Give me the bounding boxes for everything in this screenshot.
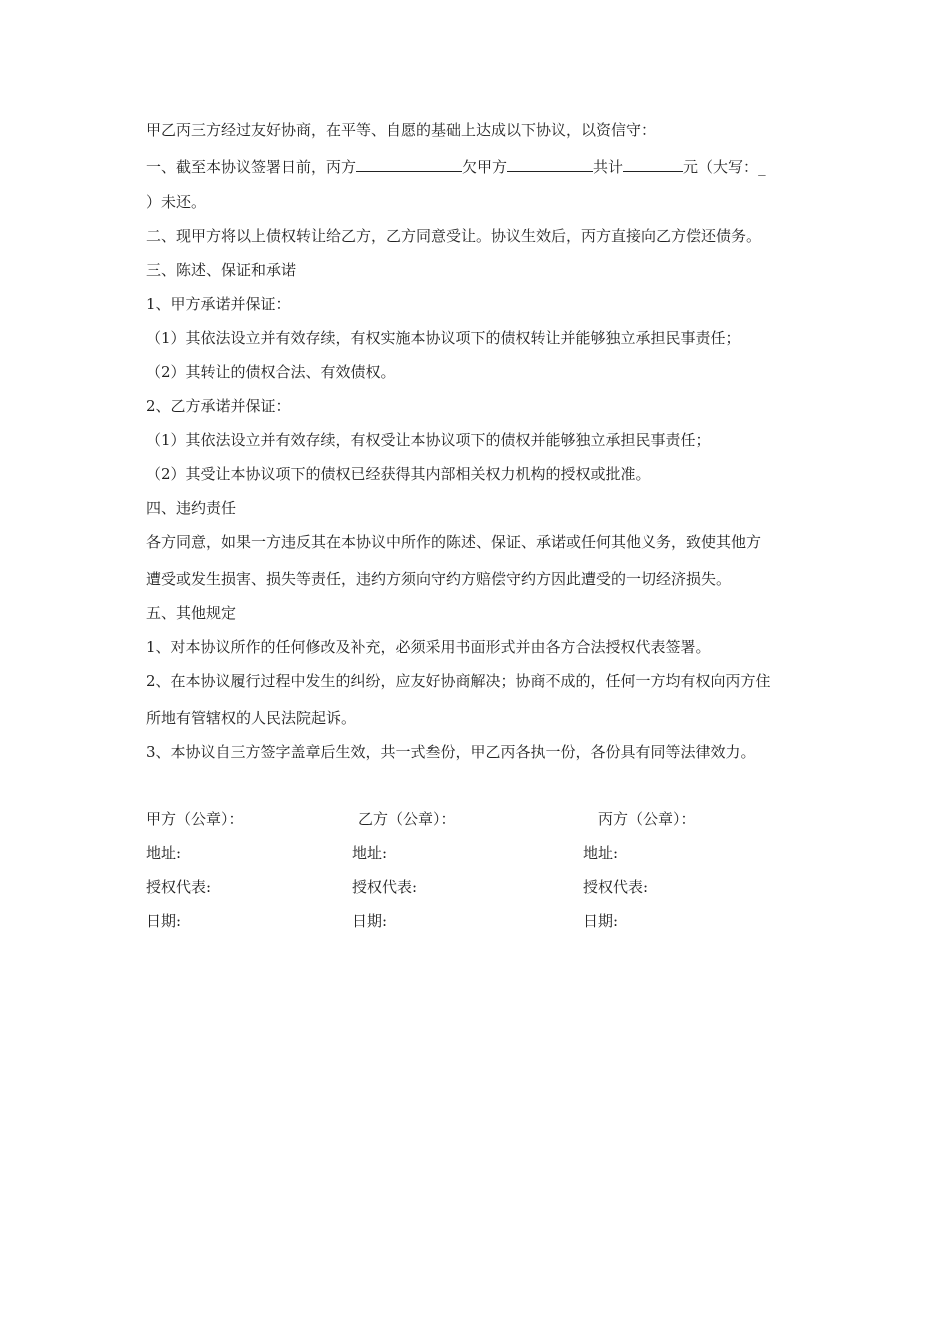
party-b-seal: 乙方（公章）：	[358, 810, 456, 828]
party-b-address: 地址:	[352, 844, 388, 862]
intro-paragraph: 甲乙丙三方经过友好协商，在平等、自愿的基础上达成以下协议，以资信守：	[146, 121, 657, 139]
total-amount-blank[interactable]	[623, 155, 683, 172]
party-c-address: 地址:	[583, 844, 619, 862]
party-b-rep: 授权代表:	[352, 878, 418, 896]
clause-1-mid2: 共计	[593, 158, 624, 176]
party-a-seal: 甲方（公章）：	[146, 810, 244, 828]
creditor-blank[interactable]	[507, 155, 593, 172]
clause-3-title: 三、陈述、保证和承诺	[146, 261, 297, 279]
clause-5-title: 五、其他规定	[146, 604, 237, 622]
party-b-date: 日期:	[352, 912, 388, 930]
clause-1-tail: _	[758, 158, 766, 176]
clause-1-prefix: 一、截至本协议签署日前，丙方	[146, 158, 357, 176]
clause-3-2: 2、乙方承诺并保证：	[146, 397, 291, 415]
party-a-date: 日期:	[146, 912, 182, 930]
clause-1-line-2: ）未还。	[146, 193, 207, 211]
clause-3-1-b: （2）其转让的债权合法、有效债权。	[146, 363, 396, 381]
clause-4-text-2: 遭受或发生损害、损失等责任，违约方须向守约方赔偿守约方因此遭受的一切经济损失。	[146, 570, 732, 588]
clause-5-3: 3、本协议自三方签字盖章后生效，共一式叁份，甲乙丙各执一份，各份具有同等法律效力。	[146, 743, 756, 761]
clause-1-mid3: 元（大写：	[683, 158, 759, 176]
clause-3-2-a: （1）其依法设立并有效存续，有权受让本协议项下的债权并能够独立承担民事责任；	[146, 431, 711, 449]
clause-3-2-b: （2）其受让本协议项下的债权已经获得其内部相关权力机构的授权或批准。	[146, 465, 651, 483]
clause-1-line-1	[146, 155, 766, 177]
party-c-date: 日期:	[583, 912, 619, 930]
party-a-rep: 授权代表:	[146, 878, 212, 896]
clause-5-1: 1、对本协议所作的任何修改及补充，必须采用书面形式并由各方合法授权代表签署。	[146, 638, 711, 656]
clause-1-mid1: 欠甲方	[462, 158, 508, 176]
debtor-amount-blank[interactable]	[356, 155, 462, 172]
clause-2: 二、现甲方将以上债权转让给乙方，乙方同意受让。协议生效后，丙方直接向乙方偿还债务。	[146, 227, 762, 245]
clause-3-1-a: （1）其依法设立并有效存续，有权实施本协议项下的债权转让并能够独立承担民事责任；	[146, 329, 741, 347]
party-c-seal: 丙方（公章）：	[598, 810, 696, 828]
clause-5-2-b: 所地有管辖权的人民法院起诉。	[146, 709, 357, 727]
clause-4-text-1: 各方同意，如果一方违反其在本协议中所作的陈述、保证、承诺或任何其他义务，致使其他方	[146, 533, 762, 551]
clause-4-title: 四、违约责任	[146, 499, 237, 517]
clause-3-1: 1、甲方承诺并保证：	[146, 295, 291, 313]
clause-5-2-a: 2、在本协议履行过程中发生的纠纷，应友好协商解决；协商不成的，任何一方均有权向丙方住	[146, 672, 771, 690]
party-a-address: 地址:	[146, 844, 182, 862]
party-c-rep: 授权代表:	[583, 878, 649, 896]
